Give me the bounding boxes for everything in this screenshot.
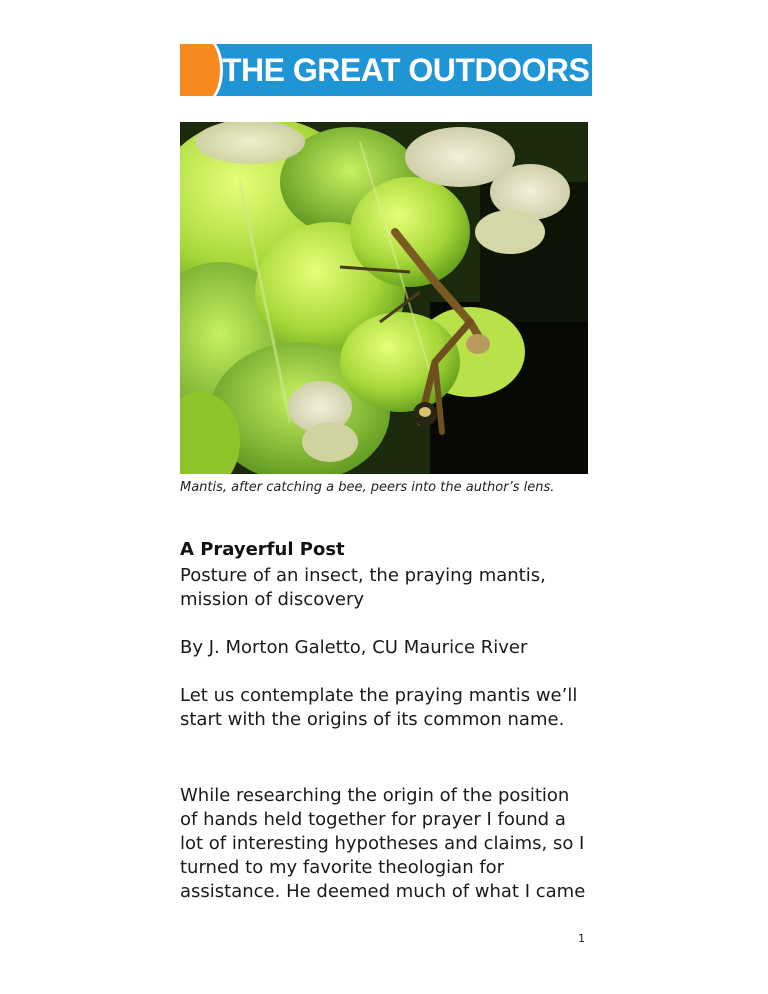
article-subtitle: Posture of an insect, the praying mantis, mission of discovery [180,565,546,610]
article-paragraph: While researching the origin of the position of hands held together for prayer I found a lot of interesting hypotheses and claims, so I turned to my favorite theologian for assistance. He deemed much of what I came [180,785,586,902]
article-byline: By J. Morton Galetto, CU Maurice River [180,637,528,658]
article-heading: A Prayerful Post [180,539,345,560]
banner-title: THE GREAT OUTDOORS [222,52,590,88]
page-number: 1 [578,932,585,945]
mantis-photo [180,122,588,474]
section-banner [180,44,592,96]
mantis-photo-illustration [180,122,588,474]
photo-caption: Mantis, after catching a bee, peers into the author’s lens. [180,480,555,495]
banner-curve-accent [186,44,220,96]
article-paragraph: Let us contemplate the praying mantis we’ll start with the origins of its common name. [180,685,578,730]
